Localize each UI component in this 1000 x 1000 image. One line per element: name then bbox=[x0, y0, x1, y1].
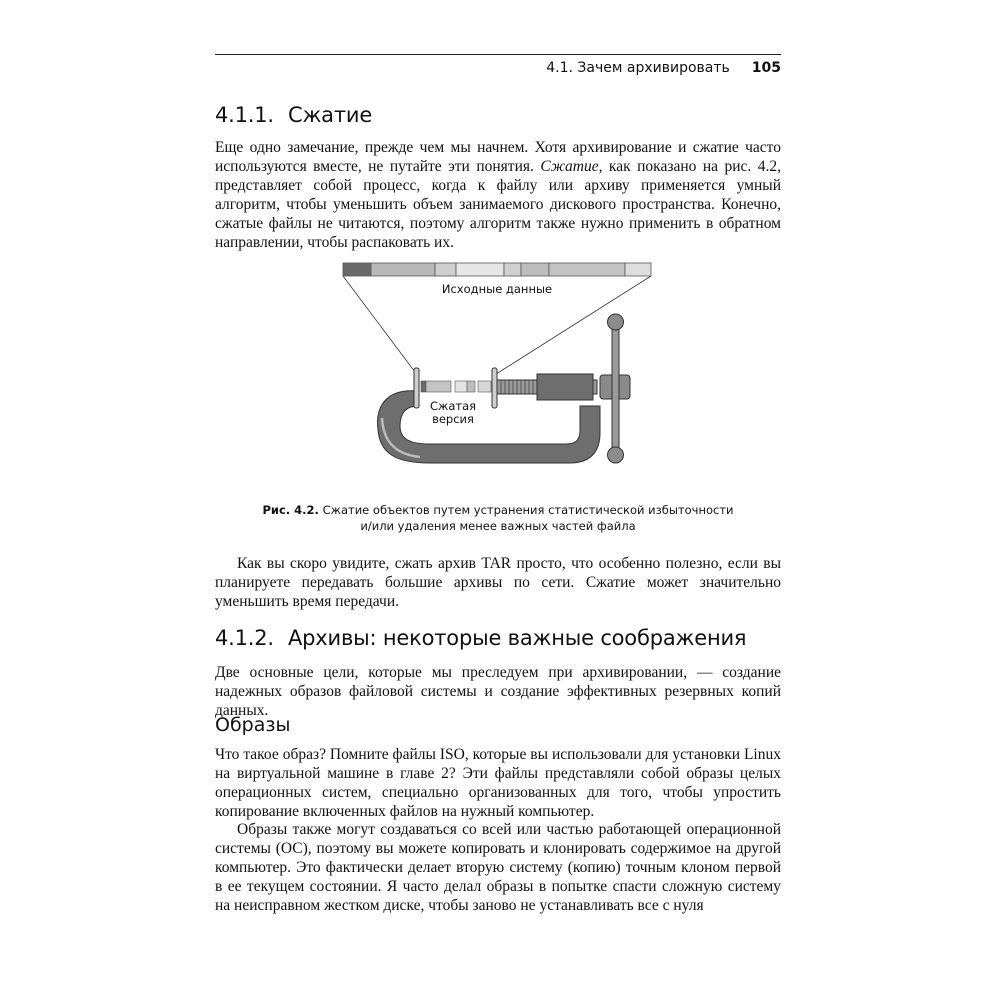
subsection-heading-images: Образы bbox=[215, 714, 291, 736]
emphasized-term: Сжатие bbox=[540, 158, 599, 175]
section-number: 4.1.1. bbox=[215, 103, 274, 127]
original-data-bar bbox=[343, 263, 651, 276]
running-header-title: 4.1. Зачем архивировать bbox=[546, 60, 730, 76]
clamp-compression-figure bbox=[330, 258, 670, 478]
c-clamp-icon bbox=[377, 314, 630, 463]
paragraph-images-2: Образы также могут создаваться со всей или частью работающей операционной системы (ОС), поэтому вы можете копировать и клонировать содержимое на другой компьютер. Это фактически делает вторую систему (копию) точным клоном первой в ее текущем состоянии. Я часто делал образы в попытке спасти сложную систему на неисправном жестком диске, чтобы заново не устанавливать все с нуля bbox=[215, 821, 781, 914]
section-heading-compression bbox=[215, 103, 372, 127]
header-rule bbox=[215, 54, 781, 55]
compressed-label-line2: версия bbox=[432, 412, 474, 426]
compressed-label-line1: Сжатая bbox=[429, 399, 477, 413]
caption-prefix: Рис. 4.2. bbox=[262, 503, 319, 517]
caption-line2: и/или удаления менее важных частей файла bbox=[360, 519, 636, 533]
section-heading-archives bbox=[215, 626, 746, 650]
compressed-data-bar bbox=[421, 381, 491, 392]
running-header bbox=[546, 60, 781, 76]
paragraph-after-figure: Как вы скоро увидите, сжать архив TAR просто, что особенно полезно, если вы планируете передавать большие архивы по сети. Сжатие может значительно уменьшить время передачи. bbox=[215, 555, 781, 610]
section-number: 4.1.2. bbox=[215, 626, 274, 650]
paragraph-compression bbox=[215, 138, 781, 252]
paragraph-archives: Две основные цели, которые мы преследуем при архивировании, — создание надежных образов файловой системы и создание эффективных резервных копий данных. bbox=[215, 664, 781, 719]
original-data-label: Исходные данные bbox=[441, 282, 553, 296]
page-number: 105 bbox=[751, 60, 781, 76]
paragraph-text: Еще одно замечание, прежде чем мы начнем. Хотя архивирование и сжатие часто используются вместе, не путайте эти понятия. bbox=[215, 139, 781, 175]
paragraph-text: , как показано на рис. 4.2, представляет собой процесс, когда к файлу или архиву применяется умный алгоритм, чтобы уменьшить объем занимаемого дискового пространства. Конечно, сжатые файлы не читаются, поэтому алгоритм также нужно применить в обратном направлении, чтобы распаковать их. bbox=[215, 158, 781, 251]
caption-line1: Сжатие объектов путем устранения статистической избыточности bbox=[322, 503, 734, 517]
section-title: Архивы: некоторые важные соображения bbox=[288, 626, 747, 650]
projection-line-left bbox=[343, 276, 418, 376]
figure-caption bbox=[215, 502, 781, 534]
section-title: Сжатие bbox=[288, 103, 373, 127]
paragraph-images-1: Что такое образ? Помните файлы ISO, которые вы использовали для установки Linux на виртуальной машине в главе 2? Эти файлы представляли собой образы целых операционных систем, специально организованных для того, чтобы упростить копирование включенных файлов на нужный компьютер. bbox=[215, 746, 781, 820]
